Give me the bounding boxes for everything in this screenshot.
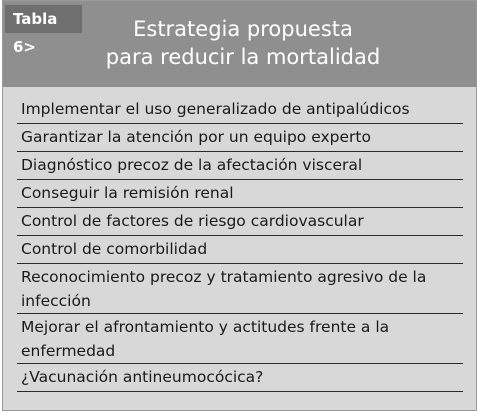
table-title	[63, 15, 423, 71]
strategy-table	[2, 0, 477, 411]
list-item: Diagnóstico precoz de la afectación visceral	[17, 152, 463, 180]
list-item: Control de factores de riesgo cardiovascular	[17, 208, 463, 236]
table-title-line-1: Estrategia propuesta	[133, 17, 353, 41]
list-item: Conseguir la remisión renal	[17, 180, 463, 208]
list-item: Reconocimiento precoz y tratamiento agresivo de la infección	[17, 264, 463, 314]
strategy-list	[17, 96, 463, 392]
table-header	[3, 1, 476, 87]
table-title-line-2: para reducir la mortalidad	[105, 45, 381, 69]
table-tag: Tabla 6>	[5, 5, 82, 33]
list-item: Mejorar el afrontamiento y actitudes frente a la enfermedad	[17, 314, 463, 364]
list-item: Implementar el uso generalizado de antipalúdicos	[17, 96, 463, 124]
list-item: ¿Vacunación antineumocócica?	[17, 364, 463, 392]
list-item: Control de comorbilidad	[17, 236, 463, 264]
list-item: Garantizar la atención por un equipo experto	[17, 124, 463, 152]
